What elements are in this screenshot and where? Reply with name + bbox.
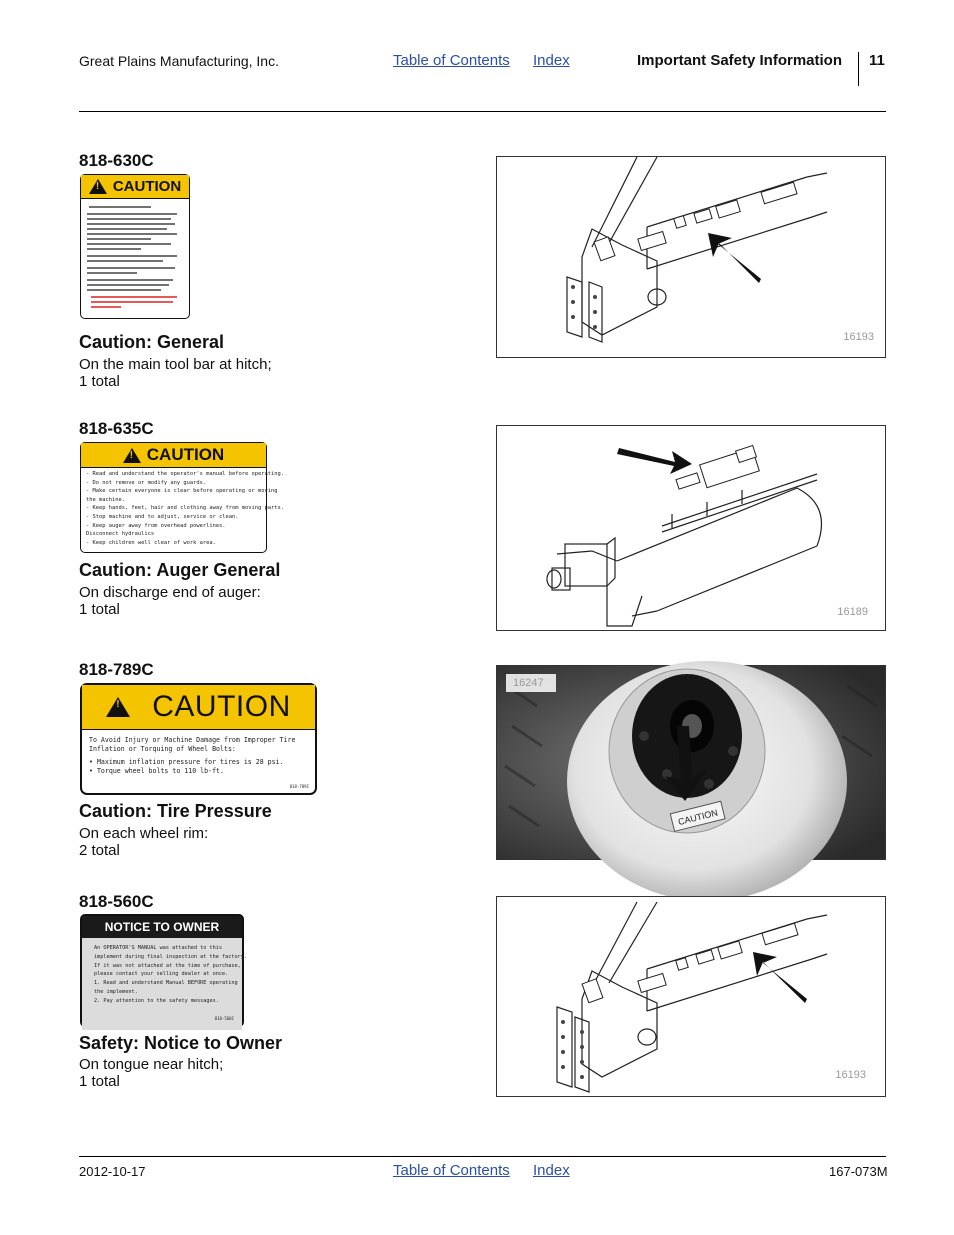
footer-toc-link[interactable]: Table of Contents — [393, 1162, 510, 1179]
warning-triangle-icon — [106, 697, 130, 717]
decal-image-tire-caution — [80, 683, 317, 795]
decal-location: On tongue near hitch; — [79, 1056, 224, 1073]
decal-title: Caution: Tire Pressure — [79, 801, 272, 821]
decal-count: 1 total — [79, 1073, 120, 1090]
decal-location: On discharge end of auger: — [79, 584, 261, 601]
part-number-818-560c: 818-560C — [79, 892, 154, 911]
decal-image-notice-to-owner — [80, 914, 248, 1027]
decal-text-block: To Avoid Injury or Machine Damage from Improper Tire Inflation or Torquing of Wheel Bolts: • Maximum inflation pressure for tires is 28 psi. • Torque wheel bolts to 110 lb-ft. — [89, 736, 296, 775]
decal-count: 1 total — [79, 601, 120, 618]
header-rule — [79, 111, 886, 112]
figure-number: 16247 — [513, 677, 544, 689]
auger-illustration — [497, 426, 885, 630]
page-number: 11 — [869, 52, 885, 69]
decal-image-general-caution — [80, 174, 190, 319]
decal-title: Safety: Notice to Owner — [79, 1033, 283, 1053]
part-number-818-635c: 818-635C — [79, 419, 154, 438]
decal-title: Caution: General — [79, 332, 225, 352]
header-toc-link[interactable]: Table of Contents — [393, 52, 510, 69]
part-number-818-789c: 818-789C — [79, 660, 154, 679]
decal-fine-print — [81, 199, 188, 317]
tongue-illustration — [497, 897, 885, 1096]
decal-location: On each wheel rim: — [79, 825, 209, 842]
footer-date: 2012-10-17 — [79, 1164, 146, 1179]
decal-image-auger-caution — [80, 442, 284, 553]
decal-banner: NOTICE TO OWNER — [82, 916, 242, 938]
decal-code: 818-789C — [289, 784, 309, 789]
photo-decal-label: CAUTION — [677, 807, 719, 828]
figure-number: 16193 — [835, 1069, 866, 1081]
part-number-818-630c: 818-630C — [79, 151, 154, 170]
hitch-illustration — [497, 157, 885, 357]
figure-auger-discharge — [496, 425, 886, 631]
decal-title: Caution: Auger General — [79, 560, 281, 580]
decal-count: 2 total — [79, 842, 120, 859]
figure-wheel-rim-photo — [496, 665, 886, 860]
footer-doc-number: 167-073M — [829, 1164, 888, 1179]
decal-code: 818-560C — [214, 1016, 234, 1021]
decal-location: On the main tool bar at hitch; — [79, 356, 272, 373]
company-name: Great Plains Manufacturing, Inc. — [79, 53, 279, 69]
decal-text-block: - Read and understand the operator's manual before operating. - Do not remove or modify any guards. - Make certain everyone is clear before operating or moving the machine. - Keep hands, feet, hair and clothing away from moving parts. - Stop machine and to adjust, service or clean. - Keep auger away from overhead powerlines. Disconnect hydraulics - Keep children well clear of work area. — [86, 471, 284, 546]
figure-number: 16189 — [837, 606, 868, 618]
decal-text-block: An OPERATOR'S MANUAL was attached to this implement during final inspection at the factory. If it was not attached at the time of purchase, please contact your selling dealer at once. 1. Read and understand Manual BEFORE operating the implement. 2. Pay attention to the safety messages. — [82, 938, 242, 1030]
footer-rule — [79, 1156, 886, 1157]
warning-triangle-icon — [123, 448, 141, 463]
figure-number: 16193 — [843, 331, 874, 343]
header-divider — [858, 52, 859, 86]
wheel-photo — [497, 666, 885, 859]
figure-tongue-hitch — [496, 896, 886, 1097]
footer-index-link[interactable]: Index — [533, 1162, 570, 1179]
decal-banner: CAUTION — [112, 178, 182, 195]
section-title: Important Safety Information — [637, 52, 843, 69]
warning-triangle-icon — [89, 179, 107, 194]
decal-count: 1 total — [79, 373, 120, 390]
decal-banner: CAUTION — [152, 690, 291, 723]
decal-banner: CAUTION — [146, 445, 225, 464]
header-index-link[interactable]: Index — [533, 52, 570, 69]
figure-hitch-toolbar — [496, 156, 886, 358]
